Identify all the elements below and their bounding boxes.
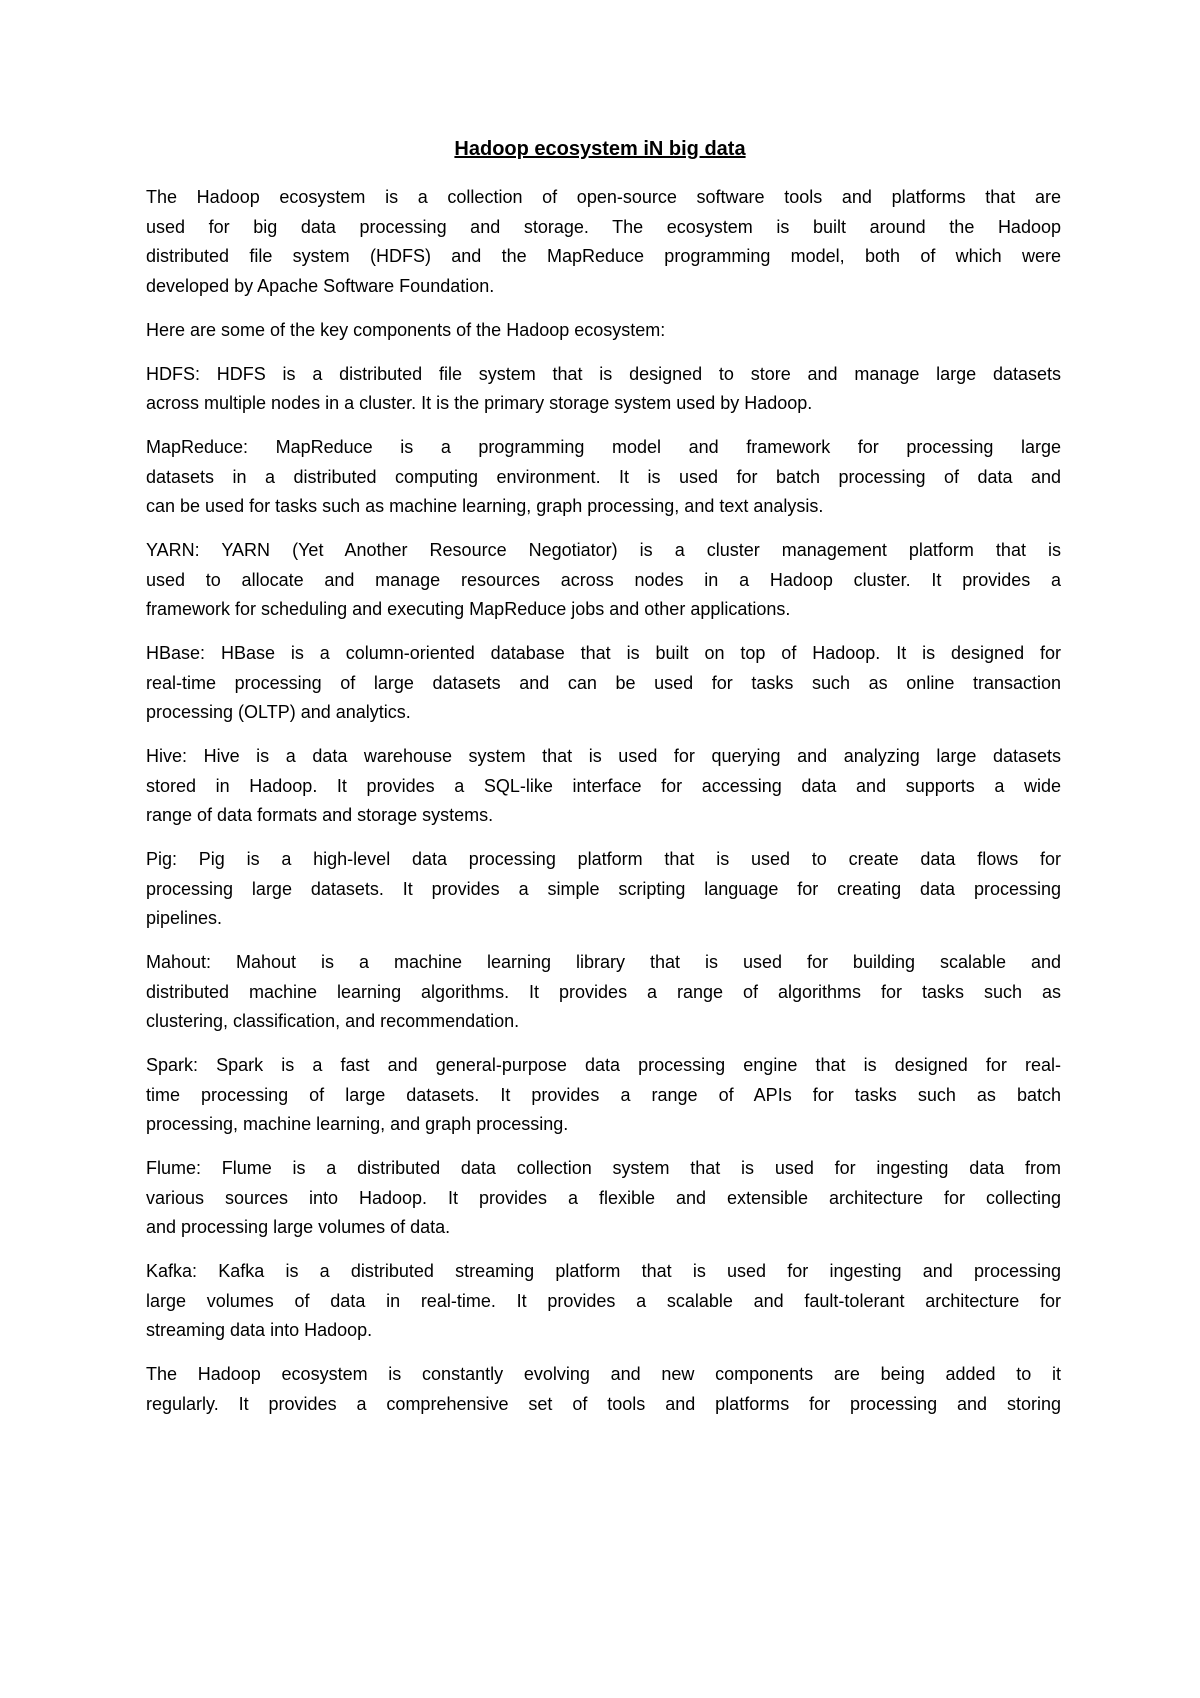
text-line: processing large datasets. It provides a simple scripting language for creating data processing — [146, 878, 1061, 899]
text-line: YARN: YARN (Yet Another Resource Negotiator) is a cluster management platform that is — [146, 540, 1061, 560]
text-line: distributed machine learning algorithms. It provides a range of algorithms for tasks such as — [146, 981, 1061, 1002]
paragraph — [146, 639, 1061, 728]
text-line: The Hadoop ecosystem is constantly evolving and new components are being added to it — [146, 1364, 1061, 1384]
text-line: datasets in a distributed computing environment. It is used for batch processing of data and — [146, 466, 1061, 487]
text-line: various sources into Hadoop. It provides a flexible and extensible architecture for collecting — [146, 1187, 1061, 1208]
text-line: processing (OLTP) and analytics. — [146, 702, 411, 722]
text-line: clustering, classification, and recommendation. — [146, 1011, 520, 1031]
paragraph — [146, 1360, 1061, 1419]
text-line: streaming data into Hadoop. — [146, 1320, 373, 1340]
document-title: Hadoop ecosystem iN big data — [454, 138, 746, 160]
text-line: can be used for tasks such as machine learning, graph processing, and text analysis. — [146, 496, 824, 516]
text-line: HBase: HBase is a column-oriented database that is built on top of Hadoop. It is designed for — [146, 643, 1061, 663]
text-line: Spark: Spark is a fast and general-purpose data processing engine that is designed for real- — [146, 1055, 1061, 1075]
paragraph — [146, 536, 1061, 625]
text-line: large volumes of data in real-time. It provides a scalable and fault-tolerant architecture for — [146, 1290, 1061, 1311]
text-line: regularly. It provides a comprehensive set of tools and platforms for processing and storing — [146, 1393, 1061, 1414]
text-line: Hive: Hive is a data warehouse system that is used for querying and analyzing large datasets — [146, 746, 1061, 766]
text-line: time processing of large datasets. It provides a range of APIs for tasks such as batch — [146, 1084, 1061, 1105]
text-line: used to allocate and manage resources across nodes in a Hadoop cluster. It provides a — [146, 569, 1061, 590]
document-body — [146, 183, 1061, 1434]
text-line: Here are some of the key components of the Hadoop ecosystem: — [146, 319, 666, 340]
text-line: range of data formats and storage systems. — [146, 805, 494, 825]
text-line: pipelines. — [146, 908, 223, 928]
text-line: Mahout: Mahout is a machine learning library that is used for building scalable and — [146, 952, 1061, 972]
text-line: real-time processing of large datasets and can be used for tasks such as online transaction — [146, 672, 1061, 693]
paragraph — [146, 1257, 1061, 1346]
text-line: distributed file system (HDFS) and the MapReduce programming model, both of which were — [146, 246, 1061, 266]
paragraph — [146, 360, 1061, 419]
text-line: framework for scheduling and executing MapReduce jobs and other applications. — [146, 599, 791, 619]
paragraph — [146, 1051, 1061, 1140]
paragraph — [146, 742, 1061, 831]
text-line: used for big data processing and storage. The ecosystem is built around the Hadoop — [146, 216, 1061, 237]
text-line: developed by Apache Software Foundation. — [146, 275, 495, 296]
text-line: Kafka: Kafka is a distributed streaming platform that is used for ingesting and processing — [146, 1261, 1061, 1281]
paragraph — [146, 1154, 1061, 1243]
text-line: stored in Hadoop. It provides a SQL-like interface for accessing data and supports a wide — [146, 775, 1061, 796]
text-line: The Hadoop ecosystem is a collection of open-source software tools and platforms that are — [146, 187, 1061, 207]
paragraph — [146, 845, 1061, 934]
paragraph — [146, 316, 1061, 346]
paragraph — [146, 433, 1061, 522]
paragraph — [146, 183, 1061, 301]
text-line: HDFS: HDFS is a distributed file system that is designed to store and manage large datasets — [146, 363, 1061, 384]
text-line: processing, machine learning, and graph processing. — [146, 1114, 569, 1134]
text-line: Pig: Pig is a high-level data processing platform that is used to create data flows for — [146, 849, 1061, 869]
paragraph — [146, 948, 1061, 1037]
text-line: across multiple nodes in a cluster. It is the primary storage system used by Hadoop. — [146, 393, 813, 413]
text-line: Flume: Flume is a distributed data collection system that is used for ingesting data from — [146, 1158, 1061, 1178]
text-line: and processing large volumes of data. — [146, 1217, 451, 1237]
text-line: MapReduce: MapReduce is a programming model and framework for processing large — [146, 437, 1061, 457]
